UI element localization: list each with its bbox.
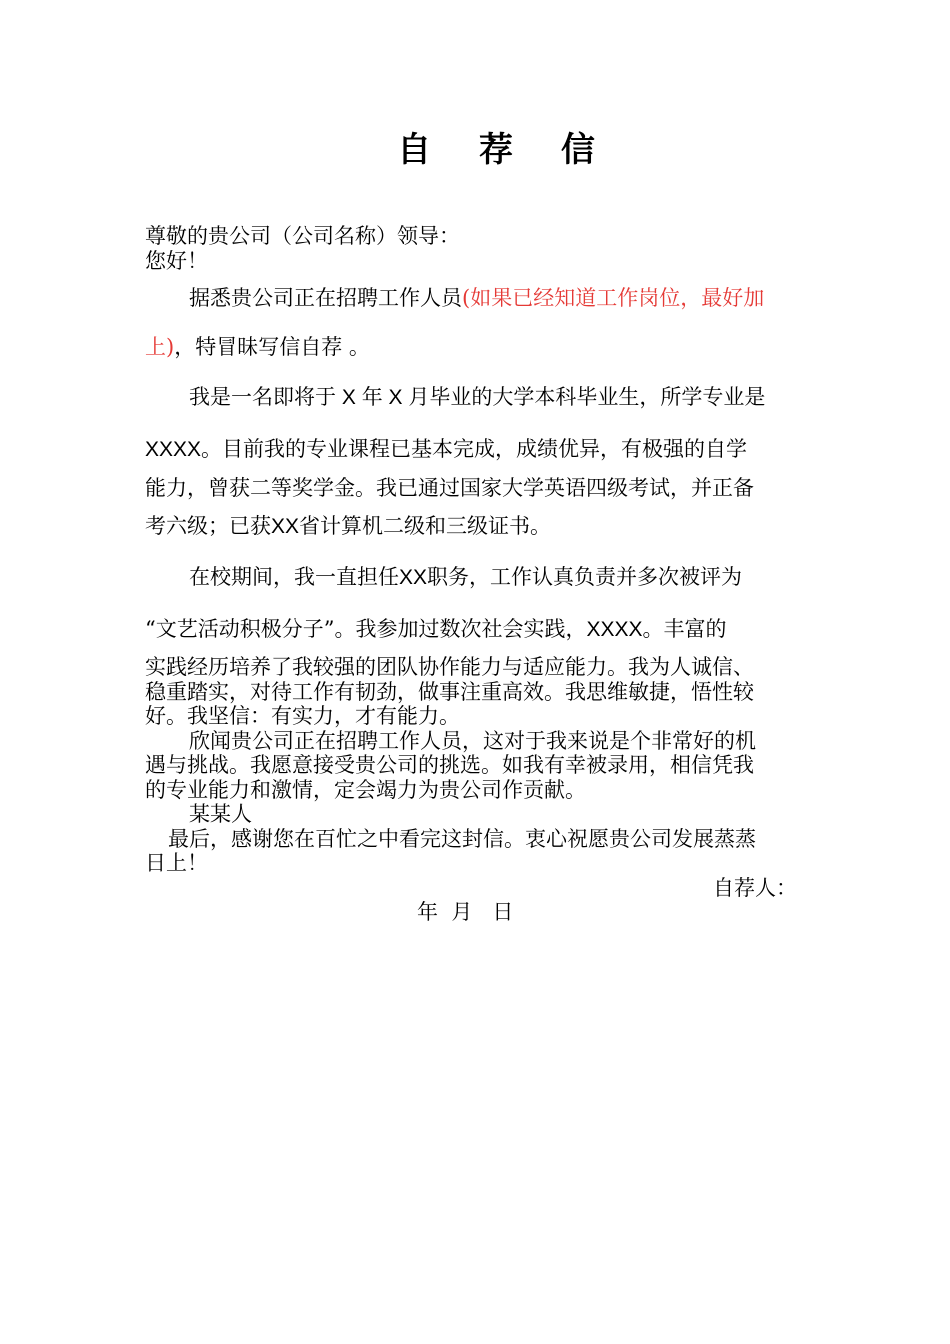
letter-body [145, 224, 805, 925]
p2-placeholder-x2: X [382, 386, 409, 409]
paragraph-1-line-2 [145, 335, 805, 360]
p2-placeholder-xx: XX [271, 514, 300, 538]
paragraph-3-line-2 [145, 617, 805, 643]
sender-name: 某某人 [189, 802, 252, 826]
p3-text-1b: 职务，工作认真负责并多次被评为 [427, 565, 743, 589]
p1-red-note-2: 上) [145, 334, 175, 359]
p1-text-a: 据悉贵公司正在招聘工作人员 [189, 286, 462, 310]
p1-text-b: ，特冒昧写信自荐 。 [174, 334, 370, 359]
paragraph-4-line-3: 的专业能力和激情，定会竭力为贵公司作贡献。 [145, 777, 586, 802]
signature-label: 自荐人： [713, 875, 797, 900]
p2-placeholder-xxxx: XXXX [145, 437, 202, 461]
letter-title: 自 荐 信 [397, 130, 613, 170]
paragraph-1-line-1 [145, 286, 805, 311]
paragraph-3-line-4: 稳重踏实，对待工作有韧劲，做事注重高效。我思维敏捷，悟性较 [145, 679, 754, 704]
paragraph-2-line-1 [145, 385, 805, 411]
salutation: 尊敬的贵公司（公司名称）领导： [145, 224, 460, 248]
greeting: 您好！ [145, 248, 208, 273]
p3-text-2a: “文艺活动积极分子”。我参加过数次社会实践， [145, 616, 587, 641]
p2-text-4a: 考六级；已获 [145, 513, 271, 538]
p2-text-1c: 月毕业的大学本科毕业生，所学专业是 [408, 385, 766, 409]
closing-line-2: 日上！ [145, 851, 208, 875]
paragraph-4-line-2: 遇与挑战。我愿意接受贵公司的挑选。如我有幸被录用，相信凭我 [145, 753, 754, 777]
paragraph-2-line-4 [145, 514, 805, 540]
p2-text-2: 。目前我的专业课程已基本完成，成绩优异，有极强的自学 [201, 436, 748, 461]
p2-text-1b: 年 [361, 385, 383, 409]
p2-text-1a: 我是一名即将于 [189, 385, 336, 409]
p2-text-4b: 省计算机二级和三级证书。 [299, 513, 552, 538]
paragraph-3-line-1 [145, 565, 805, 591]
paragraph-2-line-2 [145, 437, 805, 463]
paragraph-4-line-1: 欣闻贵公司正在招聘工作人员，这对于我来说是个非常好的机 [189, 728, 756, 753]
paragraph-3-line-3: 实践经历培养了我较强的团队协作能力与适应能力。我为人诚信、 [145, 655, 754, 679]
p3-placeholder-xxxx: XXXX [586, 617, 643, 641]
closing-line-1: 最后，感谢您在百忙之中看完这封信。衷心祝愿贵公司发展蒸蒸 [168, 826, 756, 851]
p3-text-1a: 在校期间，我一直担任 [189, 565, 399, 589]
paragraph-2-line-3: 能力，曾获二等奖学金。我已通过国家大学英语四级考试，并正备 [145, 476, 754, 500]
paragraph-3-line-5: 好。我坚信：有实力，才有能力。 [145, 704, 460, 728]
p2-placeholder-x1: X [336, 386, 362, 409]
p3-placeholder-xx: XX [399, 566, 428, 589]
p3-text-2b: 。丰富的 [642, 616, 727, 641]
date-line: 年 月 日 [417, 900, 514, 924]
p1-red-note-1: (如果已经知道工作岗位，最好加 [462, 286, 765, 310]
